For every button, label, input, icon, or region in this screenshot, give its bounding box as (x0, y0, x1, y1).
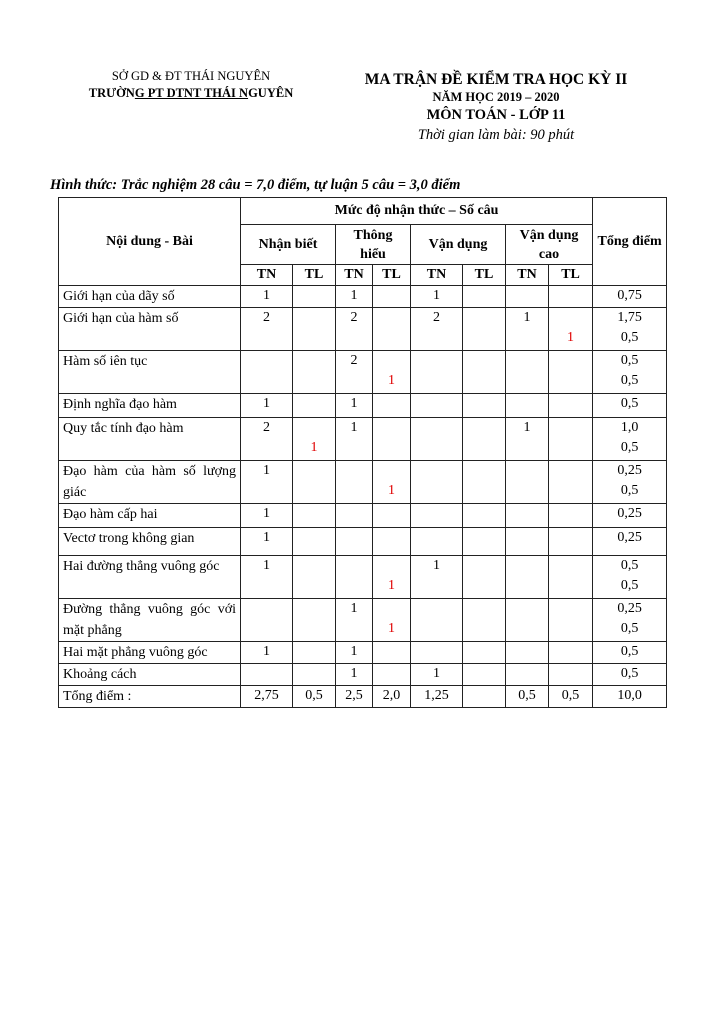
tn-count-cell (336, 664, 373, 686)
tl-count-cell (293, 528, 336, 556)
row-total (593, 642, 667, 664)
row-topic-value: Đường thẳng vuông góc với mặt phẳng (63, 602, 236, 638)
tn-count-cell-value: 1 (350, 666, 358, 681)
tn-count-cell (411, 664, 463, 686)
tl-count-cell (373, 351, 411, 394)
tn-count-cell (336, 394, 373, 418)
school-year: NĂM HỌC 2019 – 2020 (432, 90, 560, 104)
row-topic (59, 504, 241, 528)
row-topic (59, 286, 241, 308)
tl-count-cell (293, 461, 336, 504)
tn-count-cell (336, 351, 373, 394)
table-row (59, 308, 667, 351)
tn-count-cell (336, 308, 373, 351)
tn-count-cell (241, 351, 293, 394)
tl-count-cell (373, 461, 411, 504)
tl-count-cell (463, 394, 506, 418)
tl-count-cell (463, 308, 506, 351)
tl-count-cell-value: 1 (567, 330, 575, 345)
header-tn: TN (336, 265, 373, 286)
row-total-value: 0,5 0,5 (620, 558, 639, 593)
tn-count-cell-value: 1 (263, 558, 270, 573)
sum-cell (373, 686, 411, 708)
tn-count-cell (336, 556, 373, 599)
tn-count-cell (506, 528, 549, 556)
tl-count-cell-value: 1 (388, 578, 395, 593)
tl-count-cell (373, 286, 411, 308)
tn-count-cell (241, 418, 293, 461)
tn-count-cell (336, 286, 373, 308)
tn-count-cell (336, 461, 373, 504)
tn-count-cell (411, 351, 463, 394)
row-total-value: 0,5 0,5 (620, 353, 639, 388)
tl-count-cell (463, 286, 506, 308)
tl-count-cell-value: 1 (310, 440, 318, 455)
row-total (593, 528, 667, 556)
tn-count-cell (506, 599, 549, 642)
tl-count-cell (549, 642, 593, 664)
exam-format: Hình thức: Trắc nghiệm 28 câu = 7,0 điểm, tự luận 5 câu = 3,0 điểm (50, 177, 461, 193)
tl-count-cell (549, 504, 593, 528)
row-total (593, 418, 667, 461)
sum-total-value: 10,0 (617, 688, 642, 703)
row-total (593, 351, 667, 394)
tl-count-cell (373, 418, 411, 461)
tn-count-cell (241, 504, 293, 528)
tl-count-cell (293, 556, 336, 599)
row-topic (59, 308, 241, 351)
row-topic (59, 418, 241, 461)
tl-count-cell (549, 418, 593, 461)
tl-count-cell (373, 556, 411, 599)
row-topic (59, 351, 241, 394)
tl-count-cell (293, 418, 336, 461)
tl-count-cell (549, 599, 593, 642)
row-topic (59, 394, 241, 418)
sum-label (59, 686, 241, 708)
row-topic-value: Hàm số iên tục (63, 354, 148, 369)
tn-count-cell (241, 461, 293, 504)
row-topic-value: Vectơ trong không gian (63, 531, 195, 546)
header-content: Nội dung - Bài (59, 198, 241, 286)
tn-count-cell-value: 1 (350, 601, 358, 616)
row-total (593, 394, 667, 418)
table-row (59, 394, 667, 418)
tl-count-cell (373, 394, 411, 418)
tn-count-cell-value: 1 (263, 463, 270, 478)
row-topic-value: Đạo hàm cấp hai (63, 507, 158, 522)
sum-cell-value: 0,5 (518, 688, 536, 703)
tn-count-cell (241, 528, 293, 556)
tn-count-cell-value: 1 (263, 644, 270, 659)
tl-count-cell (549, 461, 593, 504)
header-level-understanding: Thông hiểu (336, 225, 411, 265)
row-total-value: 0,75 (617, 288, 642, 303)
tn-count-cell (241, 286, 293, 308)
row-topic (59, 556, 241, 599)
tn-count-cell (506, 394, 549, 418)
tn-count-cell-value: 2 (433, 310, 440, 325)
sum-cell-value: 2,5 (345, 688, 363, 703)
tn-count-cell (241, 394, 293, 418)
sum-cell (506, 686, 549, 708)
sum-cell-value: 1,25 (424, 688, 449, 703)
row-topic-value: Hai mặt phẳng vuông góc (63, 645, 208, 660)
header-tn: TN (241, 265, 293, 286)
tl-count-cell (549, 351, 593, 394)
tn-count-cell-value: 2 (263, 420, 270, 435)
table-row (59, 599, 667, 642)
tn-count-cell (411, 308, 463, 351)
tn-count-cell (506, 556, 549, 599)
tl-count-cell (549, 394, 593, 418)
tn-count-cell (506, 461, 549, 504)
row-topic-value: Khoảng cách (63, 667, 137, 682)
table-row (59, 664, 667, 686)
row-topic (59, 528, 241, 556)
row-total-value: 1,0 0,5 (620, 420, 639, 455)
tn-count-cell (241, 308, 293, 351)
row-total-value: 0,25 0,5 (617, 463, 642, 498)
tl-count-cell (373, 308, 411, 351)
tn-count-cell (241, 556, 293, 599)
tn-count-cell (411, 286, 463, 308)
tl-count-cell (293, 286, 336, 308)
row-total-value: 0,25 (617, 506, 642, 521)
tn-count-cell-value: 1 (433, 558, 440, 573)
row-topic-value: Giới hạn của hàm số (63, 311, 179, 326)
tl-count-cell (463, 461, 506, 504)
table-row (59, 351, 667, 394)
tl-count-cell-value: 1 (388, 373, 395, 388)
tn-count-cell (506, 642, 549, 664)
tl-count-cell (293, 599, 336, 642)
exam-title: MA TRẬN ĐỀ KIỂM TRA HỌC KỲ II (364, 71, 628, 88)
sum-cell-value: 2,0 (382, 688, 401, 703)
tn-count-cell-value: 2 (350, 310, 358, 325)
row-topic (59, 664, 241, 686)
tn-count-cell (506, 418, 549, 461)
sum-total (593, 686, 667, 708)
tn-count-cell (506, 664, 549, 686)
tl-count-cell-value: 1 (388, 621, 395, 636)
tl-count-cell (373, 528, 411, 556)
tl-count-cell (463, 664, 506, 686)
tn-count-cell-value: 1 (523, 420, 531, 435)
sum-cell (336, 686, 373, 708)
tn-count-cell (336, 642, 373, 664)
sum-cell-value: 2,75 (254, 688, 279, 703)
tn-count-cell-value: 1 (523, 310, 531, 325)
subject: MÔN TOÁN - LỚP 11 (426, 107, 566, 123)
header-tl: TL (293, 265, 336, 286)
tn-count-cell (411, 599, 463, 642)
tl-count-cell (373, 664, 411, 686)
row-total-value: 0,5 (620, 644, 639, 659)
tl-count-cell (549, 556, 593, 599)
header-tl: TL (549, 265, 593, 286)
table-row (59, 642, 667, 664)
sum-label-value: Tổng điểm : (63, 689, 132, 704)
tl-count-cell (293, 504, 336, 528)
row-total (593, 556, 667, 599)
tn-count-cell (411, 418, 463, 461)
tn-count-cell-value: 1 (433, 666, 440, 681)
tl-count-cell (373, 599, 411, 642)
row-total (593, 504, 667, 528)
tn-count-cell (506, 286, 549, 308)
tn-count-cell (241, 664, 293, 686)
table-row (59, 504, 667, 528)
school-header (60, 68, 322, 102)
row-topic-value: Hai đường thẳng vuông góc (63, 559, 220, 574)
row-total (593, 308, 667, 351)
row-topic (59, 461, 241, 504)
tn-count-cell (336, 504, 373, 528)
tn-count-cell-value: 1 (263, 396, 270, 411)
header-tl: TL (373, 265, 411, 286)
department-name: SỞ GD & ĐT THÁI NGUYÊN (111, 69, 271, 83)
row-topic (59, 642, 241, 664)
row-total (593, 461, 667, 504)
tn-count-cell (241, 599, 293, 642)
header-tn: TN (506, 265, 549, 286)
tl-count-cell (549, 308, 593, 351)
tn-count-cell (506, 504, 549, 528)
row-topic-value: Định nghĩa đạo hàm (63, 397, 177, 412)
tl-count-cell (549, 664, 593, 686)
tn-count-cell (241, 642, 293, 664)
tl-count-cell-value: 1 (388, 483, 395, 498)
tn-count-cell (336, 599, 373, 642)
tl-count-cell (373, 642, 411, 664)
exam-header (335, 70, 657, 145)
tn-count-cell (411, 556, 463, 599)
tl-count-cell (293, 308, 336, 351)
header-cognitive-level: Mức độ nhận thức – Số câu (241, 198, 593, 225)
tn-count-cell (336, 418, 373, 461)
tn-count-cell (411, 528, 463, 556)
table-row (59, 461, 667, 504)
tl-count-cell (463, 642, 506, 664)
school-name: TRƯỜNG PT DTNT THÁI NGUYÊN (88, 86, 294, 100)
tn-count-cell-value: 2 (263, 310, 270, 325)
tn-count-cell-value: 2 (350, 353, 358, 368)
sum-cell-value: 0,5 (305, 688, 323, 703)
sum-cell (241, 686, 293, 708)
header-level-recognition: Nhận biết (241, 225, 336, 265)
sum-row (59, 686, 667, 708)
row-topic (59, 599, 241, 642)
tl-count-cell (463, 351, 506, 394)
row-total-value: 0,25 (617, 530, 642, 545)
tl-count-cell (549, 528, 593, 556)
sum-cell-value: 0,5 (561, 688, 580, 703)
header-level-high-application: Vận dụng cao (506, 225, 593, 265)
tl-count-cell (293, 394, 336, 418)
tn-count-cell (336, 528, 373, 556)
table-row (59, 528, 667, 556)
row-total (593, 599, 667, 642)
table-row (59, 556, 667, 599)
tl-count-cell (293, 351, 336, 394)
tl-count-cell (549, 286, 593, 308)
table-row (59, 286, 667, 308)
header-level-application: Vận dụng (411, 225, 506, 265)
sum-cell (549, 686, 593, 708)
row-total-value: 0,25 0,5 (617, 601, 642, 636)
tl-count-cell (373, 504, 411, 528)
tn-count-cell-value: 1 (433, 288, 440, 303)
row-total-value: 0,5 (620, 666, 639, 681)
tn-count-cell (411, 461, 463, 504)
tl-count-cell (463, 556, 506, 599)
tn-count-cell-value: 1 (263, 506, 270, 521)
tl-count-cell (463, 599, 506, 642)
tn-count-cell-value: 1 (350, 288, 358, 303)
table-body (59, 286, 667, 708)
tl-count-cell (293, 664, 336, 686)
row-topic-value: Giới hạn của dãy số (63, 289, 175, 304)
row-total-value: 0,5 (620, 396, 639, 411)
header-total: Tổng điểm (593, 198, 667, 286)
tn-count-cell-value: 1 (263, 530, 270, 545)
header-tn: TN (411, 265, 463, 286)
row-topic-value: Quy tắc tính đạo hàm (63, 421, 184, 436)
table-row (59, 418, 667, 461)
sum-cell (293, 686, 336, 708)
row-total-value: 1,75 0,5 (617, 310, 642, 345)
row-topic-value: Đạo hàm của hàm số lượng giác (63, 464, 236, 500)
tn-count-cell-value: 1 (263, 288, 270, 303)
tl-count-cell (463, 504, 506, 528)
exam-matrix-table (58, 197, 667, 708)
tl-count-cell (293, 642, 336, 664)
tl-count-cell (463, 418, 506, 461)
tn-count-cell (411, 394, 463, 418)
tn-count-cell (411, 642, 463, 664)
tn-count-cell (506, 308, 549, 351)
header-tl: TL (463, 265, 506, 286)
row-total (593, 286, 667, 308)
row-total (593, 664, 667, 686)
exam-duration: Thời gian làm bài: 90 phút (417, 127, 575, 143)
tn-count-cell (506, 351, 549, 394)
sum-cell (411, 686, 463, 708)
tn-count-cell-value: 1 (350, 396, 358, 411)
tn-count-cell-value: 1 (350, 644, 358, 659)
tn-count-cell-value: 1 (350, 420, 358, 435)
tl-count-cell (463, 528, 506, 556)
tn-count-cell (411, 504, 463, 528)
sum-cell (463, 686, 506, 708)
